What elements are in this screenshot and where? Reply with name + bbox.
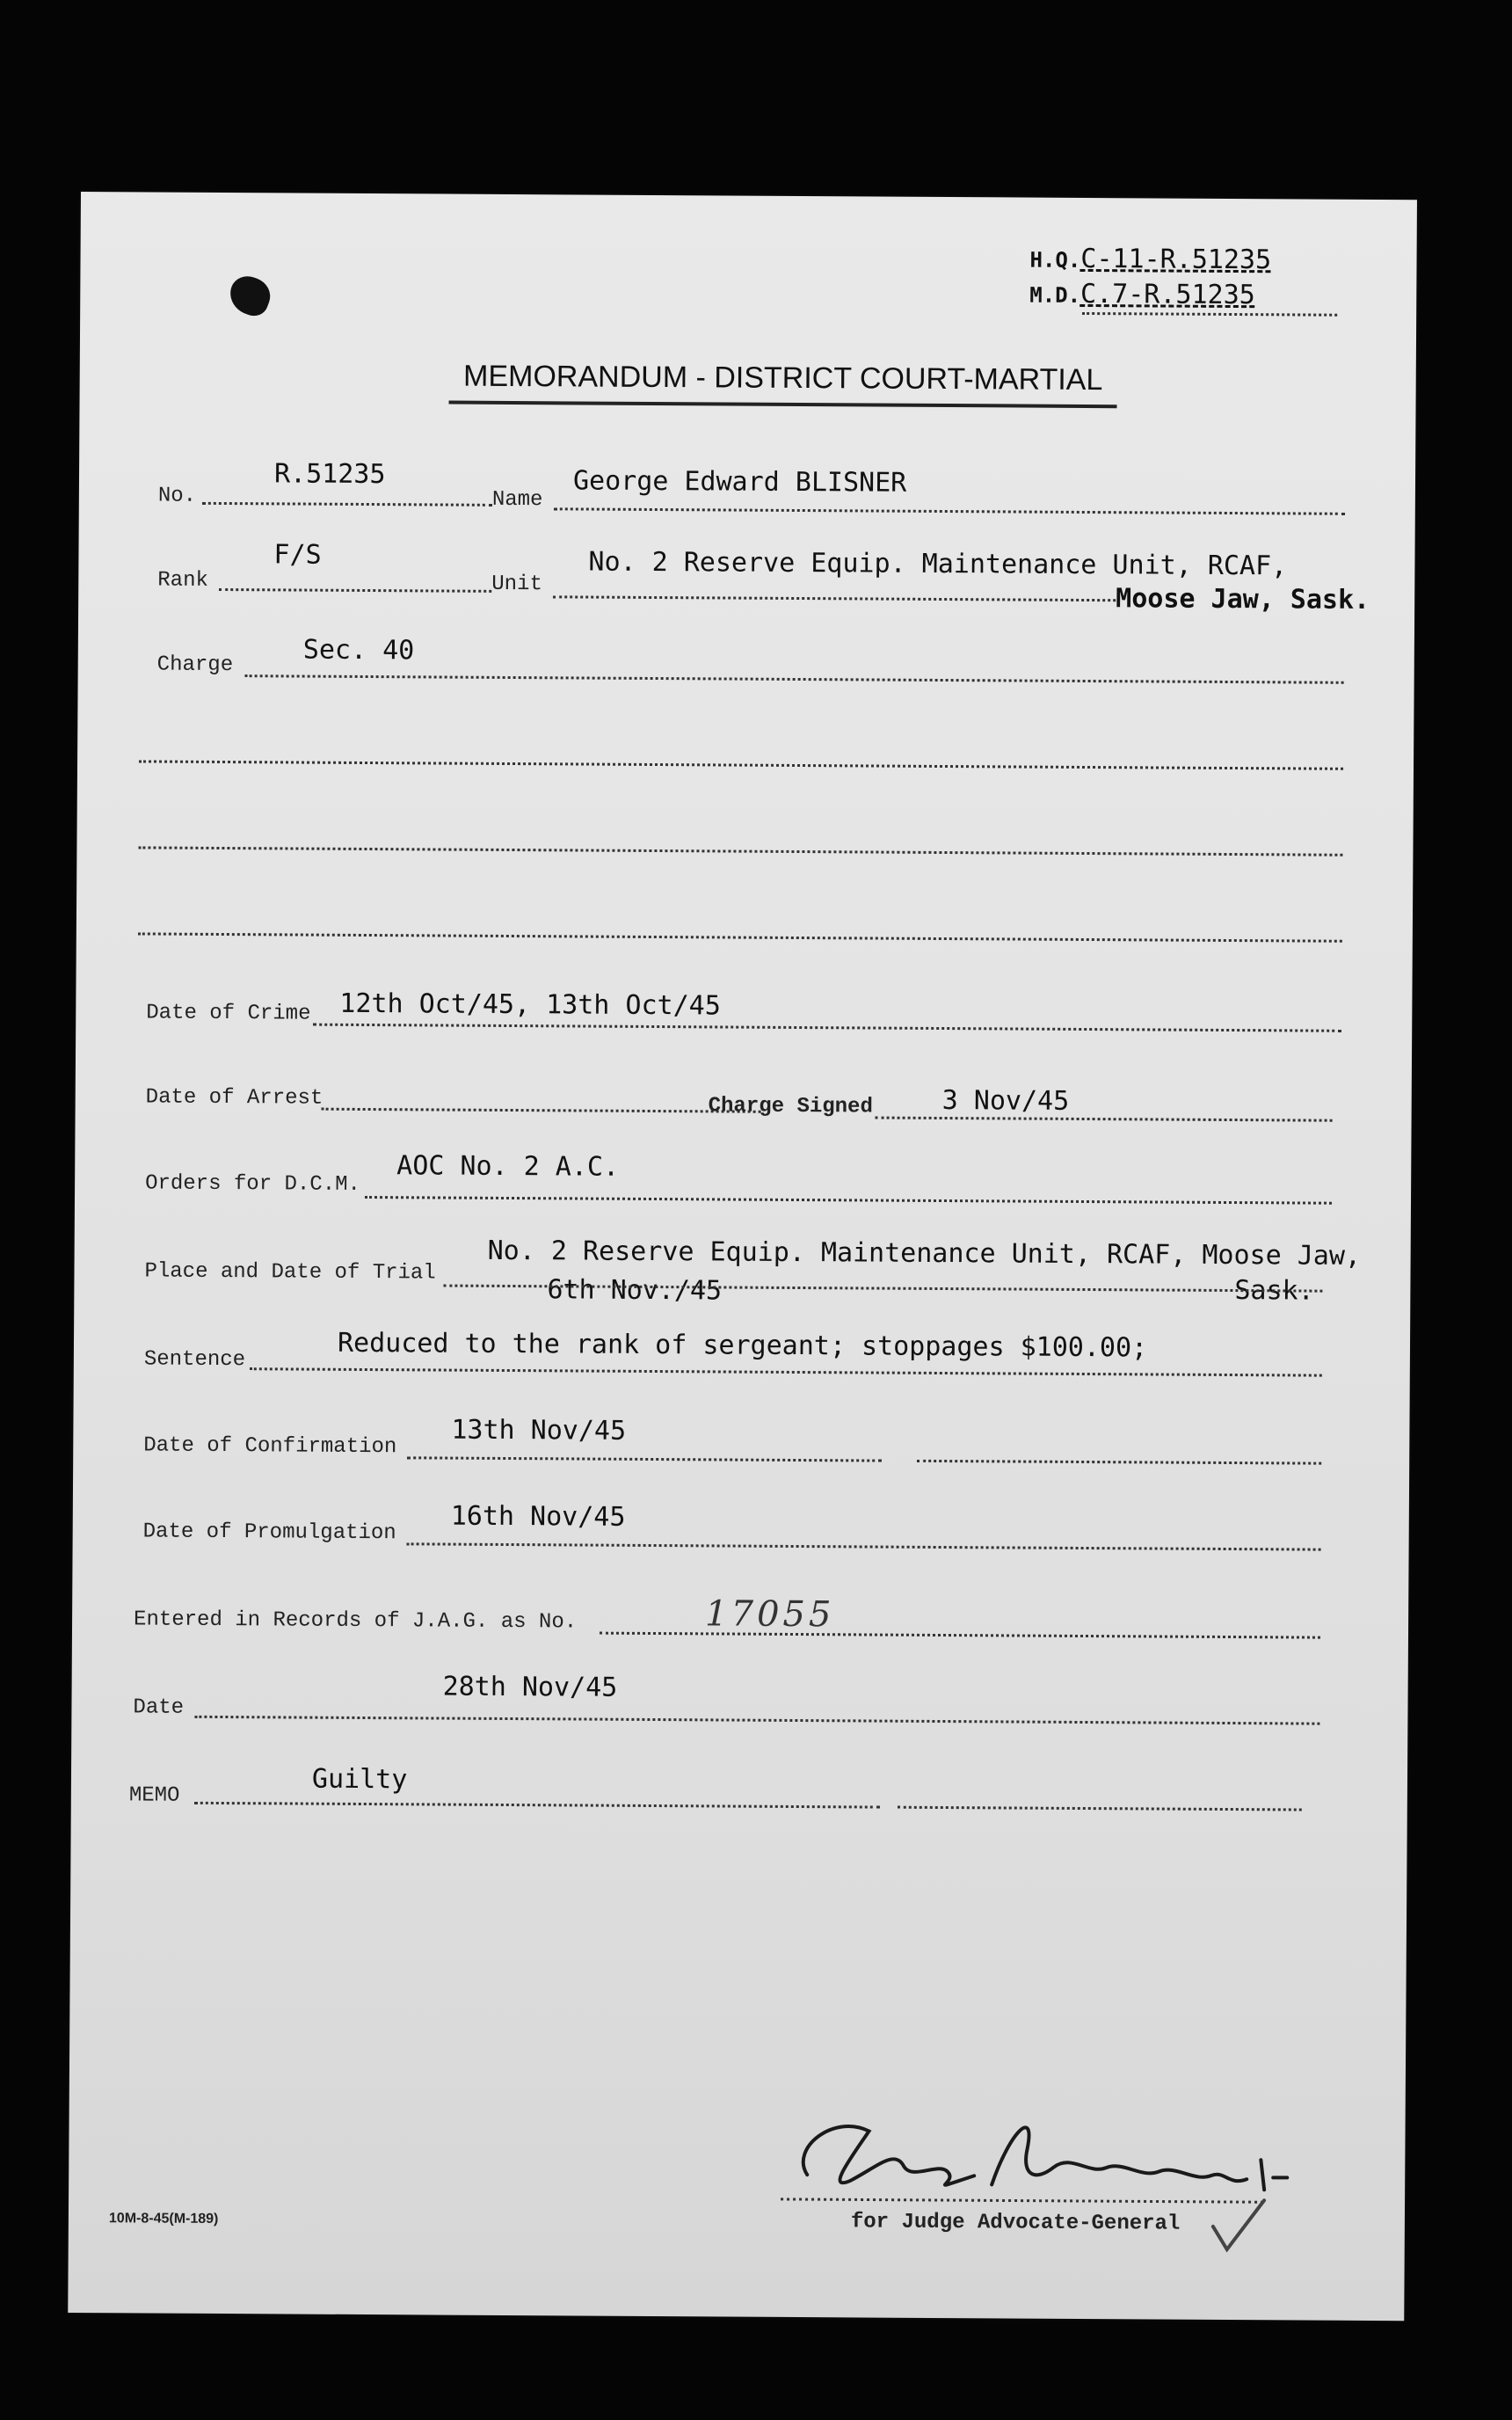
crime-label: Date of Crime bbox=[146, 1001, 311, 1026]
trial-value-line-3: Sask. bbox=[1234, 1275, 1314, 1307]
trial-value-line-1: No. 2 Reserve Equip. Maintenance Unit, RCAF, Moose Jaw, bbox=[487, 1235, 1362, 1272]
date-value: 28th Nov/45 bbox=[442, 1671, 618, 1703]
check-mark-icon bbox=[1208, 2195, 1269, 2256]
arrest-line bbox=[322, 1108, 761, 1113]
unit-line bbox=[553, 595, 1116, 601]
memo-line-2 bbox=[898, 1806, 1302, 1811]
confirmation-line-1 bbox=[407, 1456, 882, 1461]
jag-line bbox=[600, 1632, 1320, 1639]
memo-line-1 bbox=[194, 1802, 880, 1809]
hq-reference: H.Q.C-11-R.51235 bbox=[1029, 243, 1272, 276]
memo-value: Guilty bbox=[311, 1763, 408, 1796]
promulgation-value: 16th Nov/45 bbox=[450, 1500, 626, 1533]
form-title: MEMORANDUM - DISTRICT COURT-MARTIAL bbox=[449, 360, 1117, 409]
orders-line bbox=[365, 1196, 1332, 1205]
orders-label: Orders for D.C.M. bbox=[145, 1171, 361, 1197]
memo-label: MEMO bbox=[128, 1783, 180, 1808]
charge-label: Charge bbox=[156, 652, 234, 678]
sentence-label: Sentence bbox=[143, 1347, 246, 1373]
date-line bbox=[194, 1716, 1319, 1725]
sentence-line bbox=[250, 1367, 1322, 1376]
form-code: 10M-8-45(M-189) bbox=[108, 2211, 219, 2227]
charge-line-2 bbox=[139, 760, 1343, 769]
jag-label: Entered in Records of J.A.G. as No. bbox=[133, 1607, 578, 1635]
charge-line-4 bbox=[138, 932, 1342, 942]
name-label: Name bbox=[491, 487, 543, 513]
confirmation-label: Date of Confirmation bbox=[143, 1433, 397, 1460]
md-underline bbox=[1082, 312, 1337, 317]
unit-value-line-1: No. 2 Reserve Equip. Maintenance Unit, RCAF, bbox=[588, 546, 1288, 582]
date-label: Date bbox=[133, 1695, 185, 1720]
sentence-value: Reduced to the rank of sergeant; stoppages $100.00; bbox=[337, 1327, 1148, 1364]
memorandum-form bbox=[68, 192, 1417, 2321]
promulgation-label: Date of Promulgation bbox=[142, 1520, 396, 1546]
unit-label: Unit bbox=[491, 572, 542, 597]
charge-line-3 bbox=[138, 846, 1342, 856]
unit-value-line-2: Moose Jaw, Sask. bbox=[1116, 583, 1370, 616]
arrest-label: Date of Arrest bbox=[145, 1085, 323, 1111]
no-value: R.51235 bbox=[273, 458, 386, 491]
trial-value-line-2: 6th Nov./45 bbox=[547, 1274, 723, 1307]
confirmation-value: 13th Nov/45 bbox=[451, 1414, 627, 1447]
rank-value: F/S bbox=[273, 539, 322, 571]
charge-signed-line bbox=[876, 1117, 1333, 1122]
confirmation-line-2 bbox=[917, 1460, 1321, 1465]
trial-label: Place and Date of Trial bbox=[144, 1259, 436, 1286]
ink-blot bbox=[224, 271, 275, 319]
signature-caption: for Judge Advocate-General bbox=[850, 2210, 1181, 2236]
charge-value: Sec. 40 bbox=[302, 634, 415, 667]
no-label: No. bbox=[157, 484, 197, 508]
crime-value: 12th Oct/45, 13th Oct/45 bbox=[339, 988, 721, 1022]
no-line bbox=[202, 502, 492, 507]
charge-signed-label: Charge Signed bbox=[708, 1094, 873, 1119]
crime-line bbox=[313, 1024, 1341, 1032]
name-value: George Edward BLISNER bbox=[572, 465, 907, 499]
charge-line-1 bbox=[245, 674, 1344, 684]
rank-line bbox=[219, 588, 491, 593]
promulgation-line bbox=[407, 1542, 1321, 1550]
charge-signed-value: 3 Nov/45 bbox=[941, 1085, 1070, 1117]
md-reference: M.D.C.7-R.51235 bbox=[1029, 278, 1255, 311]
name-line bbox=[554, 507, 1345, 514]
rank-label: Rank bbox=[157, 568, 208, 593]
jag-value: 17055 bbox=[704, 1593, 835, 1636]
orders-value: AOC No. 2 A.C. bbox=[396, 1150, 620, 1183]
